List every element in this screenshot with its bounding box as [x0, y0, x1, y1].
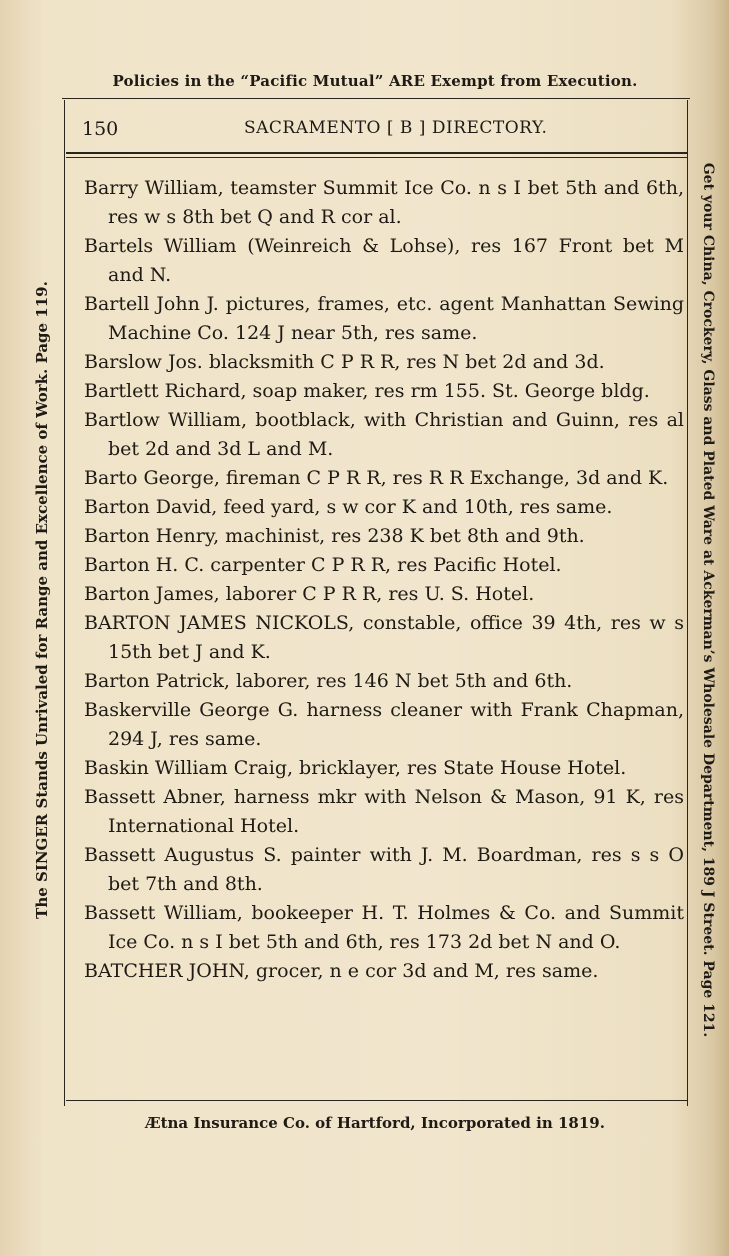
- directory-entry: Barto George, fireman C P R R, res R R Exchange, 3d and K.: [84, 467, 669, 489]
- directory-entry: Barton James, laborer C P R R, res U. S. Hotel.: [84, 583, 535, 605]
- left-vertical-rule: [64, 100, 65, 1106]
- directory-entry: Bassett Augustus S. painter with J. M. Boardman, res s s O bet 7th and 8th.: [84, 844, 684, 895]
- directory-entries: [84, 174, 684, 986]
- directory-entry: Bartlow William, bootblack, with Christian and Guinn, res al bet 2d and 3d L and M.: [84, 409, 684, 460]
- bottom-rule: [66, 1100, 688, 1101]
- right-vertical-rule: [687, 100, 688, 1106]
- directory-entry: Barry William, teamster Summit Ice Co. n s I bet 5th and 6th, res w s 8th bet Q and R cor al.: [84, 177, 684, 228]
- directory-entry: Barton David, feed yard, s w cor K and 10th, res same.: [84, 496, 613, 518]
- right-margin-advertisement: [690, 100, 726, 1100]
- left-margin-advertisement: [26, 240, 58, 960]
- header-rule-thick: [66, 152, 688, 154]
- directory-entry: Bassett Abner, harness mkr with Nelson & Mason, 91 K, res International Hotel.: [84, 786, 684, 837]
- directory-entry: Barton Patrick, laborer, res 146 N bet 5th and 6th.: [84, 670, 573, 692]
- directory-entry: Bassett William, bookeeper H. T. Holmes & Co. and Summit Ice Co. n s I bet 5th and 6th, res 173 2d bet N and O.: [84, 902, 684, 953]
- right-margin-text: Get your China, Crockery, Glass and Plated Ware at Ackerman’s Wholesale Department, 189 J Street. Page 121.: [700, 162, 716, 1038]
- top-advertisement-banner: Policies in the “Pacific Mutual” ARE Exempt from Execution.: [112, 72, 638, 90]
- directory-entry: Bartell John J. pictures, frames, etc. agent Manhattan Sewing Machine Co. 124 J near 5th, res same.: [84, 293, 684, 344]
- left-margin-text: The SINGER Stands Unrivaled for Range and Excellence of Work. Page 119.: [33, 281, 51, 919]
- page-header: [66, 108, 686, 148]
- directory-entry: Baskin William Craig, bricklayer, res State House Hotel.: [84, 757, 627, 779]
- header-rule-thin: [66, 157, 688, 158]
- directory-entry: Bartlett Richard, soap maker, res rm 155. St. George bldg.: [84, 380, 650, 402]
- directory-entry: BARTON JAMES NICKOLS, constable, office 39 4th, res w s 15th bet J and K.: [84, 612, 684, 663]
- directory-entry: Bartels William (Weinreich & Lohse), res 167 Front bet M and N.: [84, 235, 684, 286]
- page-number: 150: [82, 118, 119, 140]
- directory-entry: Baskerville George G. harness cleaner with Frank Chapman, 294 J, res same.: [84, 699, 684, 750]
- directory-title: SACRAMENTO [ B ] DIRECTORY.: [244, 118, 548, 138]
- directory-entry: Barslow Jos. blacksmith C P R R, res N bet 2d and 3d.: [84, 351, 605, 373]
- directory-entry: Barton Henry, machinist, res 238 K bet 8th and 9th.: [84, 525, 585, 547]
- directory-entry: BATCHER JOHN, grocer, n e cor 3d and M, res same.: [84, 960, 599, 982]
- top-rule: [62, 98, 690, 99]
- bottom-advertisement-banner: Ætna Insurance Co. of Hartford, Incorporated in 1819.: [145, 1114, 605, 1132]
- directory-entry: Barton H. C. carpenter C P R R, res Pacific Hotel.: [84, 554, 562, 576]
